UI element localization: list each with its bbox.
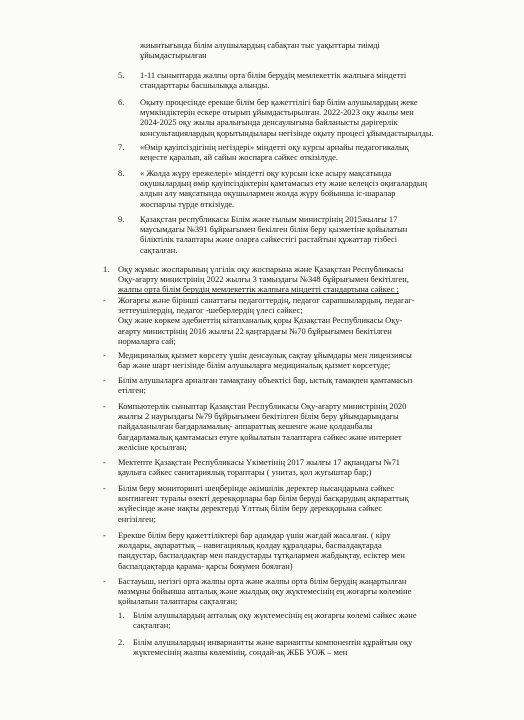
- dash-marker: -: [103, 483, 106, 493]
- dash-marker: -: [103, 350, 106, 360]
- section-number: 1.: [103, 264, 110, 274]
- text-line: Білім алушыларға арналған тамақтану объектісі бар, ыстық тамақпен қамтамасыз: [118, 375, 413, 385]
- text-line: ұйымдастырылған: [140, 50, 207, 61]
- text-line-underlined: жалпы орта білім берудің мемлекеттік жалпыға міндетті стандартына сәйкес ;: [118, 284, 399, 295]
- text-line: оқушылардың өмір қауіпсіздіктерін қамтамасыз ету және келеңсіз оқиғалардың: [140, 178, 428, 189]
- item-number: 8.: [118, 168, 125, 178]
- text-line: баспалдақтарда қарама- қарсы бояумен боялған): [118, 560, 293, 571]
- text-line: Қазақстан республикасы Білім және ғылым министрінің 2015жылғы 17: [140, 214, 398, 224]
- text-line: бар және шарт негізінде білім алушыларға медициналық қызмет көрсетуде;: [118, 360, 391, 371]
- text-line: Оқу-ағарту министрінің 2022 жылғы 3 тамыздағы №348 бұйрығымен бекітілген,: [118, 274, 409, 285]
- text-line: жүктемесінің жалпы көлемінің, сондай-ақ ЖББ УОЖ – мен: [133, 647, 348, 658]
- text-line: Бастауыш, негізгі орта жалпы орта және жалпы орта білім берудің жаңартылған: [118, 576, 407, 586]
- dash-marker: -: [103, 530, 106, 540]
- dash-marker: -: [103, 457, 106, 467]
- text-line: Білім алушылардың инвариантты және вариантты компонентін құрайтын оқу: [133, 637, 413, 647]
- text-line: сақталған;: [133, 620, 171, 631]
- text-line: Білім беру мониторингі шеңберінде әкімшілік деректер нысандарына сәйкес: [118, 483, 395, 493]
- text-line: зеттеушілердің, педагог -шеберлердің үлесі сәйкес;: [118, 305, 303, 316]
- text-line: етілген;: [118, 385, 146, 396]
- text-line: 2024-2025 оқу жылы аралығында денсаулығына байланысты дәрігерлік: [140, 117, 398, 128]
- text-line: жиынтығында білім алушылардың сабақтан тыс уақыттары тиімді: [140, 40, 380, 50]
- text-line: жылғы 2 наурыздағы №79 бұйрығымен бекітілген білім беру ұйымдарындағы: [118, 411, 399, 422]
- text-line: Компьютерлік сыныптар Қазақстан Республикасы Оқу-ағарту министрінің 2020: [118, 401, 407, 411]
- text-line: Оқу және көркем әдебиеттің кітапханалық қоры Қазақстан Республикасы Оқу-: [118, 315, 403, 326]
- text-line: жүйесінде және нақты деректерді Ұлттық білім беру дерекқорына сәйкес: [118, 503, 383, 514]
- item-number: 9.: [118, 214, 125, 224]
- text-line: Оқу жұмыс жоспарының үлгілік оқу жоспарына және Қазақстан Республикасы: [118, 264, 404, 274]
- text-line: Ерекше білім беру қажеттіліктері бар адамдар үшін жағдай жасалған. ( кіру: [118, 530, 391, 540]
- text-line: нормаларға сай;: [118, 335, 176, 346]
- text-line: пайдаланылған бағдарламалық- аппараттық кешенге және қолданбалы: [118, 421, 373, 432]
- text-line: «Өмір қауіпсіздігінің негіздері» міндетті оқу курсы арнайы педагогикалық: [140, 142, 409, 152]
- dash-marker: -: [103, 401, 106, 411]
- text-line: стандарттары басшылыққа алынды.: [140, 80, 270, 91]
- text-line: қойылатын талаптары сақталған;: [118, 596, 238, 607]
- text-line: желісіне қосылған;: [118, 441, 187, 452]
- text-line: мазмұны бойынша апталық және жылдық оқу жүктемесінің ең жоғарғы көлеміне: [118, 586, 412, 597]
- text-line: біліктілік талаптары және оларға сәйкестігі растайтын құжаттар тізбесі: [140, 234, 398, 245]
- text-line: жолдары, ақпараттық – навигациялық қолдау құралдары, баспалдақтарда: [118, 540, 382, 551]
- intro-paragraph: [140, 40, 380, 60]
- text-line: Жоғарғы және бірінші санаттағы педагогтердің, педагог сарапшылардың, педагаг-: [118, 295, 415, 305]
- text-line: Медициналық қызмет көрсету үшін денсаулық сақтау ұйымдары мен лицензиясы: [118, 350, 412, 360]
- text-line: ағарту министрінің 2016 жылғы 22 қаңтардағы №70 бұйрығымен бекітілген: [118, 325, 392, 336]
- dash-marker: -: [103, 576, 106, 586]
- text-line: енгізілген;: [118, 513, 156, 524]
- text-line: « Жолда жүру ережелері» міндетті оқу курсын іске асыру мақсатында: [140, 168, 392, 178]
- item-number: 6.: [118, 97, 125, 107]
- text-line: сақталған.: [140, 244, 178, 255]
- text-line: мүмкіндіктерін ескере отырып ұйымдастырылған. 2022-2023 оқу жылы мен: [140, 107, 414, 118]
- item-number: 2.: [118, 637, 125, 647]
- text-line: алдын алу мақсатында оқушылармен жолда жүру бойынша іс-шаралар: [140, 188, 396, 199]
- text-line: пандустар, баспалдақтар мен пандустарды тұтқалармен жабдықтау, есіктер мен: [118, 550, 405, 561]
- item-number: 7.: [118, 142, 125, 152]
- dash-marker: -: [103, 295, 106, 305]
- text-line: қаулыға сәйкес санитариялық тораптары ( унитаз, қол жуғыштар бар;): [118, 467, 372, 478]
- text-line: Білім алушылардың апталық оқу жүктемесінің ең жоғарғы көлемі сәйкес және: [133, 610, 417, 620]
- text-line: жоспарлы түрде өткізіуде.: [140, 198, 235, 209]
- text-line: Мектепте Қазақстан Республикасы Үкіметінің 2017 жылғы 17 ақпандағы №71: [118, 457, 401, 467]
- text-line: контингент туралы өзекті дерекқорлары бар білім беруді басқарудың ақпараттық: [118, 493, 409, 504]
- text-line: 1-11 сыныптарда жалпы орта білім берудің мемлекеттік жалпыға міндетті: [140, 70, 407, 80]
- text-line: бағдарламалық қамтамасыз етуге қойылатын талаптарға сәйкес және интернет: [118, 431, 402, 442]
- text-line: консультациялардың қорытындылары негізінде оқыту процесі ұйымдастырылды.: [140, 127, 434, 138]
- text-line: Оқыту процесінде ерекше білім бер қажеттілігі бар білім алушылардың жеке: [140, 97, 418, 107]
- item-number: 1.: [118, 610, 125, 620]
- text-line: кеңесте қаралып, ай сайын жоспарға сәйкес өткізілуде.: [140, 152, 339, 163]
- dash-marker: -: [103, 375, 106, 385]
- item-number: 5.: [118, 70, 125, 80]
- text-line: маусымдағы №391 бұйрығымен бекілген білім беру қызметіне қойылатын: [140, 224, 408, 235]
